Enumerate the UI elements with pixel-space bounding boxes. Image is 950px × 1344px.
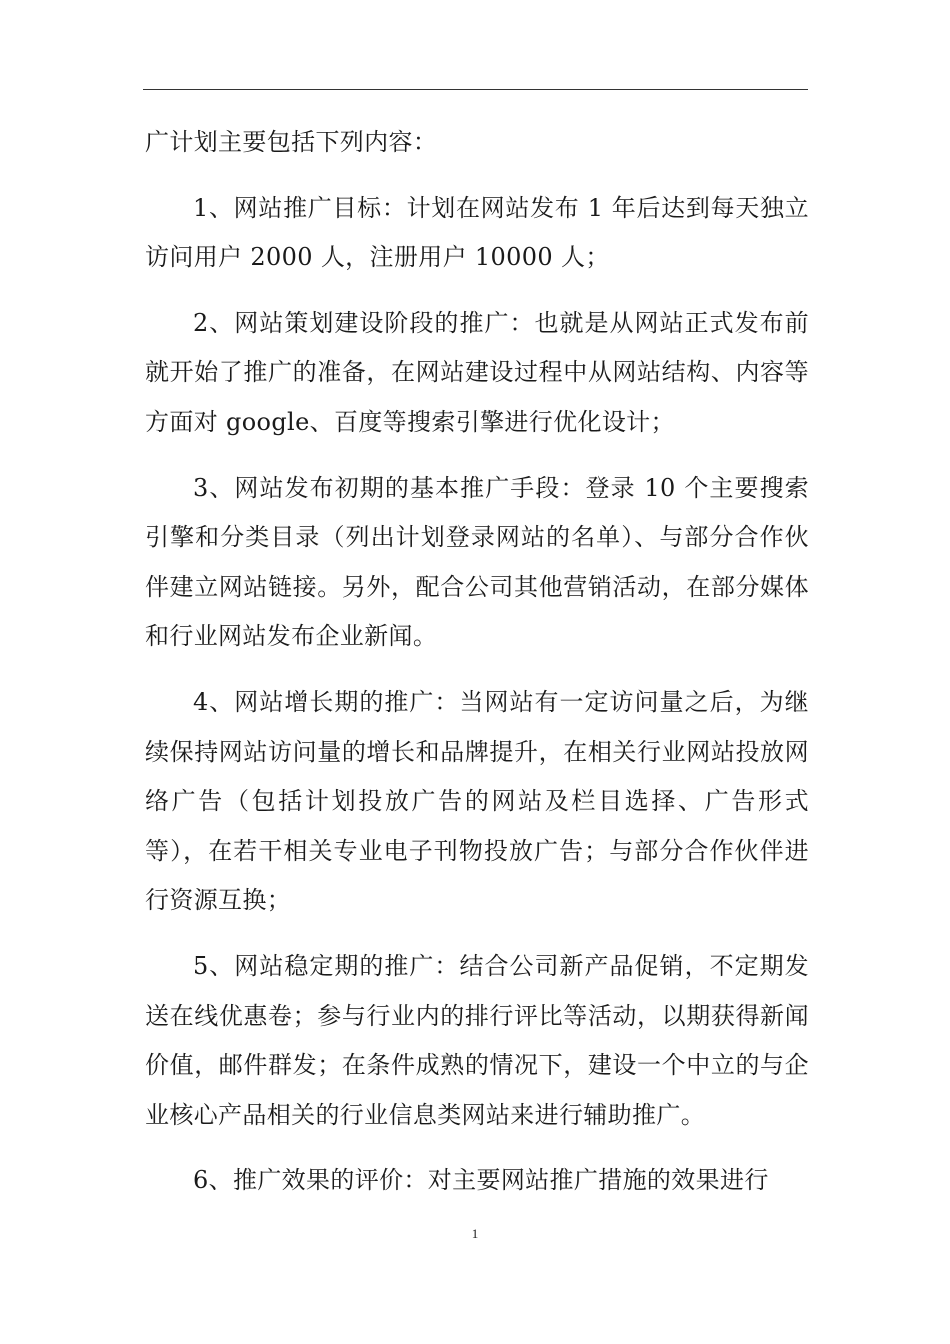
- header-rule: [143, 89, 808, 90]
- document-body: [145, 118, 809, 1222]
- page-number: 1: [471, 1226, 479, 1241]
- paragraph-item-6: 6、推广效果的评价：对主要网站推广措施的效果进行: [193, 1166, 769, 1195]
- paragraph-item-2: 2、网站策划建设阶段的推广：也就是从网站正式发布前就开始了推广的准备，在网站建设过程中从网站结构、内容等方面对 google、百度等搜索引擎进行优化设计；: [145, 308, 809, 436]
- paragraph-intro: 广计划主要包括下列内容：: [145, 128, 438, 156]
- paragraph-item-4: 4、网站增长期的推广：当网站有一定访问量之后，为继续保持网站访问量的增长和品牌提升，在相关行业网站投放网络广告（包括计划投放广告的网站及栏目选择、广告形式等），在若干相关专业电子刊物投放广告；与部分合作伙伴进行资源互换；: [145, 687, 809, 915]
- paragraph-item-5: 5、网站稳定期的推广：结合公司新产品促销，不定期发送在线优惠卷；参与行业内的排行评比等活动，以期获得新闻价值，邮件群发；在条件成熟的情况下，建设一个中立的与企业核心产品相关的行业信息类网站来进行辅助推广。: [145, 951, 809, 1129]
- paragraph-item-1: 1、网站推广目标：计划在网站发布 1 年后达到每天独立访问用户 2000 人，注册用户 10000 人；: [145, 193, 809, 272]
- paragraph-item-3: 3、网站发布初期的基本推广手段：登录 10 个主要搜索引擎和分类目录（列出计划登录网站的名单）、与部分合作伙伴建立网站链接。另外，配合公司其他营销活动，在部分媒体和行业网站发布企业新闻。: [145, 473, 809, 651]
